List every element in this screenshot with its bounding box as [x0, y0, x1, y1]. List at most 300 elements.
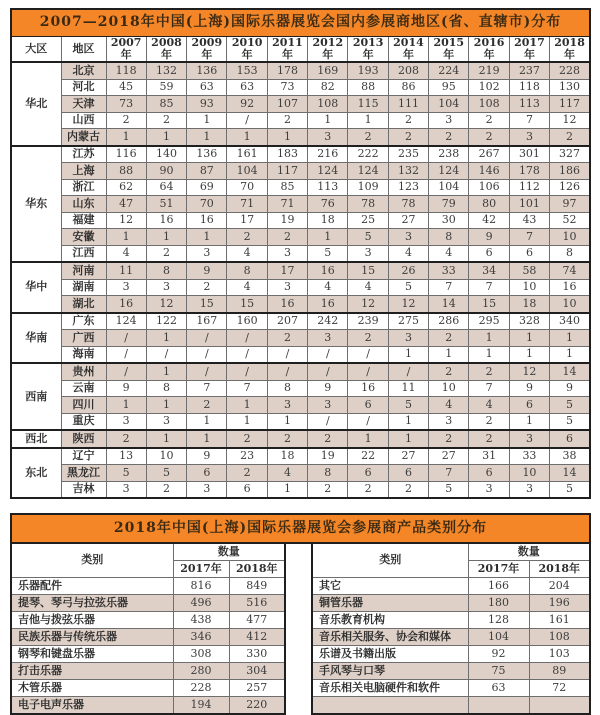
value-cell: 63 [187, 79, 227, 96]
value-cell: 45 [106, 79, 146, 96]
value-cell: 4 [348, 279, 388, 296]
table-gap [286, 542, 311, 715]
category-cell [312, 697, 468, 715]
value-cell: / [227, 346, 267, 363]
value-cell: 34 [469, 262, 509, 279]
value-cell: 2 [469, 363, 509, 380]
value-cell: 1 [146, 397, 186, 414]
value-cell: / [308, 363, 348, 380]
value-cell: 1 [348, 430, 388, 448]
table-row [11, 79, 590, 96]
value-cell: 4 [429, 245, 469, 262]
value-cell: 126 [550, 179, 590, 196]
value-cell: 3 [388, 330, 428, 347]
value-cell: 4 [469, 397, 509, 414]
t1-body [11, 62, 590, 498]
column-header: 2013年 [348, 37, 388, 63]
table-row [11, 481, 590, 498]
value-cell: 3 [106, 413, 146, 430]
value-cell: 22 [348, 448, 388, 465]
value-cell: 19 [308, 448, 348, 465]
category-cell: 打击乐器 [11, 663, 173, 680]
value-cell: 516 [229, 595, 285, 612]
t2-right-body [312, 578, 590, 715]
value-cell: 2 [146, 112, 186, 129]
table-row [11, 313, 590, 330]
value-cell: 2 [469, 430, 509, 448]
column-header: 2011年 [267, 37, 307, 63]
value-cell: 4 [388, 245, 428, 262]
value-cell: 196 [529, 595, 590, 612]
value-cell: 111 [388, 96, 428, 113]
product-category-table-left [10, 542, 286, 715]
value-cell: 92 [468, 646, 529, 663]
value-cell: 122 [146, 313, 186, 330]
value-cell: 118 [106, 62, 146, 79]
value-cell: 207 [267, 313, 307, 330]
value-cell: 1 [388, 430, 428, 448]
value-cell: 5 [388, 279, 428, 296]
province-cell: 四川 [61, 397, 106, 414]
value-cell: 301 [509, 146, 549, 163]
table-row [11, 279, 590, 296]
value-cell: 140 [146, 146, 186, 163]
quantity-column-header: 数量 [173, 543, 285, 561]
value-cell: / [388, 363, 428, 380]
category-cell: 民族乐器与传统乐器 [11, 629, 173, 646]
value-cell: 2 [469, 129, 509, 146]
value-cell: 124 [308, 163, 348, 180]
value-cell: 2 [146, 245, 186, 262]
table-row [11, 129, 590, 146]
t1-header-row [11, 37, 590, 63]
value-cell: 92 [227, 96, 267, 113]
value-cell: 6 [509, 245, 549, 262]
value-cell: 7 [509, 229, 549, 246]
value-cell: 1 [388, 346, 428, 363]
table-row [11, 646, 285, 663]
value-cell: 5 [388, 397, 428, 414]
value-cell: 239 [348, 313, 388, 330]
value-cell: 11 [388, 380, 428, 397]
value-cell: 14 [550, 363, 590, 380]
value-cell: 2 [429, 363, 469, 380]
table-row [11, 578, 285, 595]
province-cell: 上海 [61, 163, 106, 180]
value-cell: 118 [509, 79, 549, 96]
value-cell: 3 [267, 279, 307, 296]
value-cell: 1 [388, 413, 428, 430]
value-cell: 17 [227, 212, 267, 229]
value-cell: / [348, 413, 388, 430]
value-cell: 7 [187, 380, 227, 397]
value-cell: 27 [429, 448, 469, 465]
value-cell: 18 [308, 212, 348, 229]
value-cell: 71 [267, 196, 307, 213]
value-cell: 106 [469, 179, 509, 196]
value-cell: 1 [267, 413, 307, 430]
value-cell: 108 [469, 96, 509, 113]
value-cell: 5 [550, 481, 590, 498]
value-cell: 2 [267, 229, 307, 246]
category-cell: 提琴、琴弓与拉弦乐器 [11, 595, 173, 612]
province-cell: 山西 [61, 112, 106, 129]
value-cell: 183 [267, 146, 307, 163]
table-row [11, 346, 590, 363]
value-cell: 3 [429, 112, 469, 129]
table-row [11, 413, 590, 430]
value-cell: 69 [187, 179, 227, 196]
value-cell: 71 [227, 196, 267, 213]
province-cell: 浙江 [61, 179, 106, 196]
value-cell: 95 [429, 79, 469, 96]
value-cell: 167 [187, 313, 227, 330]
province-cell: 福建 [61, 212, 106, 229]
value-cell: 104 [468, 629, 529, 646]
value-cell: 3 [146, 279, 186, 296]
province-cell: 山东 [61, 196, 106, 213]
value-cell: 280 [173, 663, 229, 680]
province-cell: 湖北 [61, 296, 106, 313]
value-cell: 8 [550, 245, 590, 262]
value-cell: 16 [550, 279, 590, 296]
value-cell: 16 [267, 296, 307, 313]
value-cell: 6 [388, 465, 428, 482]
column-header: 2008年 [146, 37, 186, 63]
value-cell: 1 [187, 112, 227, 129]
value-cell: 1 [429, 346, 469, 363]
value-cell: 216 [308, 146, 348, 163]
value-cell: 5 [106, 465, 146, 482]
value-cell: 238 [429, 146, 469, 163]
value-cell: 257 [229, 680, 285, 697]
value-cell: 161 [227, 146, 267, 163]
value-cell: 58 [509, 262, 549, 279]
value-cell: 75 [468, 663, 529, 680]
value-cell: / [106, 346, 146, 363]
value-cell: 237 [509, 62, 549, 79]
category-cell: 钢琴和键盘乐器 [11, 646, 173, 663]
value-cell: 5 [550, 397, 590, 414]
column-header: 2012年 [308, 37, 348, 63]
value-cell: / [187, 363, 227, 380]
value-cell: 3 [308, 129, 348, 146]
value-cell: 8 [308, 465, 348, 482]
value-cell: 18 [509, 296, 549, 313]
value-cell: 2 [550, 129, 590, 146]
value-cell: 27 [388, 212, 428, 229]
value-cell: 78 [348, 196, 388, 213]
province-cell: 内蒙古 [61, 129, 106, 146]
year-column-header: 2018年 [229, 561, 285, 578]
value-cell: 328 [509, 313, 549, 330]
value-cell: 10 [429, 380, 469, 397]
value-cell: 308 [173, 646, 229, 663]
value-cell: 79 [429, 196, 469, 213]
value-cell: / [308, 346, 348, 363]
value-cell: 161 [529, 612, 590, 629]
value-cell: 4 [227, 245, 267, 262]
value-cell: 9 [308, 380, 348, 397]
value-cell: 16 [187, 212, 227, 229]
value-cell: 3 [509, 430, 549, 448]
value-cell: / [267, 346, 307, 363]
table-row [11, 380, 590, 397]
value-cell: 1 [267, 129, 307, 146]
value-cell: 25 [348, 212, 388, 229]
table-row [11, 229, 590, 246]
value-cell: 3 [187, 481, 227, 498]
table-row [11, 363, 590, 380]
value-cell: 4 [267, 465, 307, 482]
value-cell: 204 [529, 578, 590, 595]
table-row [11, 629, 285, 646]
value-cell: 88 [348, 79, 388, 96]
table-row [11, 163, 590, 180]
column-header: 2018年 [550, 37, 590, 63]
value-cell: 27 [388, 448, 428, 465]
value-cell: 1 [469, 346, 509, 363]
value-cell: 7 [429, 279, 469, 296]
value-cell: 115 [348, 96, 388, 113]
value-cell: 166 [468, 578, 529, 595]
value-cell: 9 [509, 380, 549, 397]
value-cell: 346 [173, 629, 229, 646]
value-cell: 130 [550, 79, 590, 96]
category-cell: 音乐相关服务、协会和媒体 [312, 629, 468, 646]
value-cell: 228 [173, 680, 229, 697]
value-cell: 340 [550, 313, 590, 330]
table-row [11, 262, 590, 279]
value-cell: 178 [267, 62, 307, 79]
value-cell: 5 [429, 481, 469, 498]
value-cell: 4 [227, 279, 267, 296]
column-header: 大区 [11, 37, 61, 63]
value-cell: 4 [106, 245, 146, 262]
table-row [312, 612, 590, 629]
table-row [11, 62, 590, 79]
value-cell: 8 [146, 380, 186, 397]
value-cell: 327 [550, 146, 590, 163]
value-cell: 1 [509, 346, 549, 363]
province-cell: 江苏 [61, 146, 106, 163]
value-cell: 1 [106, 397, 146, 414]
value-cell: 3 [429, 413, 469, 430]
value-cell: 412 [229, 629, 285, 646]
value-cell: 438 [173, 612, 229, 629]
category-cell: 吉他与拨弦乐器 [11, 612, 173, 629]
value-cell: 4 [429, 397, 469, 414]
table-row [11, 612, 285, 629]
table-row [11, 146, 590, 163]
value-cell: / [146, 346, 186, 363]
table-row [312, 697, 590, 715]
province-cell: 黑龙江 [61, 465, 106, 482]
table-row [11, 296, 590, 313]
column-header: 2014年 [388, 37, 428, 63]
value-cell: 113 [509, 96, 549, 113]
table-row [11, 245, 590, 262]
value-cell: 222 [348, 146, 388, 163]
value-cell: 2 [267, 430, 307, 448]
value-cell: / [227, 363, 267, 380]
value-cell: 124 [106, 313, 146, 330]
value-cell: 15 [348, 262, 388, 279]
value-cell: 9 [550, 380, 590, 397]
value-cell: / [308, 413, 348, 430]
column-header: 地区 [61, 37, 106, 63]
value-cell: 85 [146, 96, 186, 113]
column-header: 2010年 [227, 37, 267, 63]
quantity-column-header: 数量 [468, 543, 590, 561]
value-cell: / [106, 330, 146, 347]
value-cell: 193 [348, 62, 388, 79]
value-cell: 10 [509, 279, 549, 296]
table-row [11, 595, 285, 612]
region-cell: 华东 [11, 146, 61, 263]
province-cell: 北京 [61, 62, 106, 79]
value-cell: 82 [308, 79, 348, 96]
value-cell: 1 [227, 413, 267, 430]
value-cell: 124 [348, 163, 388, 180]
value-cell: 5 [146, 465, 186, 482]
value-cell: 90 [146, 163, 186, 180]
value-cell: 12 [348, 296, 388, 313]
value-cell: 109 [348, 179, 388, 196]
region-cell: 东北 [11, 448, 61, 499]
table2-title: 2018年中国(上海)国际乐器展览会参展商产品类别分布 [10, 513, 591, 544]
value-cell: 117 [550, 96, 590, 113]
product-category-table-right [311, 542, 591, 715]
value-cell: 477 [229, 612, 285, 629]
value-cell: 194 [173, 697, 229, 715]
value-cell: 101 [509, 196, 549, 213]
value-cell: 208 [388, 62, 428, 79]
value-cell: 6 [469, 465, 509, 482]
value-cell: 1 [348, 112, 388, 129]
value-cell: 23 [227, 448, 267, 465]
value-cell: 2 [267, 330, 307, 347]
category-cell: 音乐相关电脑硬件和软件 [312, 680, 468, 697]
province-cell: 辽宁 [61, 448, 106, 465]
province-cell: 广东 [61, 313, 106, 330]
value-cell: 6 [348, 397, 388, 414]
value-cell: 12 [388, 296, 428, 313]
value-cell: 849 [229, 578, 285, 595]
value-cell: 8 [227, 262, 267, 279]
value-cell: 9 [106, 380, 146, 397]
value-cell: 6 [187, 465, 227, 482]
province-cell: 重庆 [61, 413, 106, 430]
value-cell: 3 [267, 397, 307, 414]
value-cell: 1 [509, 330, 549, 347]
value-cell: 1 [106, 129, 146, 146]
value-cell: 97 [550, 196, 590, 213]
table-row [11, 212, 590, 229]
value-cell: 12 [550, 112, 590, 129]
value-cell: 16 [146, 212, 186, 229]
value-cell: 3 [509, 481, 549, 498]
value-cell: 16 [308, 262, 348, 279]
value-cell: 2 [146, 481, 186, 498]
value-cell: 286 [429, 313, 469, 330]
value-cell: 88 [106, 163, 146, 180]
value-cell: 128 [468, 612, 529, 629]
value-cell: 1 [509, 413, 549, 430]
value-cell: 2 [227, 229, 267, 246]
value-cell: 63 [468, 680, 529, 697]
value-cell: 2 [348, 330, 388, 347]
category-cell: 木管乐器 [11, 680, 173, 697]
table-row [11, 663, 285, 680]
region-cell: 西北 [11, 430, 61, 448]
table-row [11, 697, 285, 715]
value-cell: 1 [308, 229, 348, 246]
table-row [11, 680, 285, 697]
value-cell: 4 [308, 279, 348, 296]
value-cell: 15 [187, 296, 227, 313]
value-cell: 62 [106, 179, 146, 196]
value-cell: 169 [308, 62, 348, 79]
value-cell: 43 [509, 212, 549, 229]
value-cell: 86 [388, 79, 428, 96]
value-cell: 2 [227, 465, 267, 482]
table-row [312, 663, 590, 680]
value-cell: 2 [469, 112, 509, 129]
value-cell: 31 [469, 448, 509, 465]
province-cell: 贵州 [61, 363, 106, 380]
value-cell: 16 [348, 380, 388, 397]
province-cell: 陕西 [61, 430, 106, 448]
value-cell: 73 [106, 96, 146, 113]
value-cell: 2 [388, 481, 428, 498]
year-column-header: 2017年 [468, 561, 529, 578]
value-cell: 17 [267, 262, 307, 279]
value-cell: 5 [348, 229, 388, 246]
value-cell: 1 [187, 430, 227, 448]
value-cell: 295 [469, 313, 509, 330]
value-cell: 102 [469, 79, 509, 96]
value-cell: 107 [267, 96, 307, 113]
value-cell: 10 [146, 448, 186, 465]
value-cell: 235 [388, 146, 428, 163]
value-cell: 1 [146, 363, 186, 380]
value-cell: 93 [187, 96, 227, 113]
value-cell: 64 [146, 179, 186, 196]
value-cell: 30 [429, 212, 469, 229]
table1-title: 2007—2018年中国(上海)国际乐器展览会国内参展商地区(省、直辖市)分布 [11, 9, 590, 37]
value-cell: 2 [388, 129, 428, 146]
value-cell: 10 [509, 465, 549, 482]
value-cell: 12 [509, 363, 549, 380]
value-cell: 11 [106, 262, 146, 279]
value-cell: 219 [469, 62, 509, 79]
value-cell: 146 [469, 163, 509, 180]
value-cell: 104 [429, 179, 469, 196]
value-cell: 104 [429, 96, 469, 113]
value-cell: / [267, 363, 307, 380]
value-cell: 14 [429, 296, 469, 313]
value-cell: 1 [187, 129, 227, 146]
value-cell: 42 [469, 212, 509, 229]
value-cell: 16 [308, 296, 348, 313]
value-cell: 6 [227, 481, 267, 498]
value-cell: 2 [106, 112, 146, 129]
value-cell: 2 [469, 413, 509, 430]
value-cell: 124 [429, 163, 469, 180]
value-cell: 8 [429, 229, 469, 246]
category-cell: 铜管乐器 [312, 595, 468, 612]
